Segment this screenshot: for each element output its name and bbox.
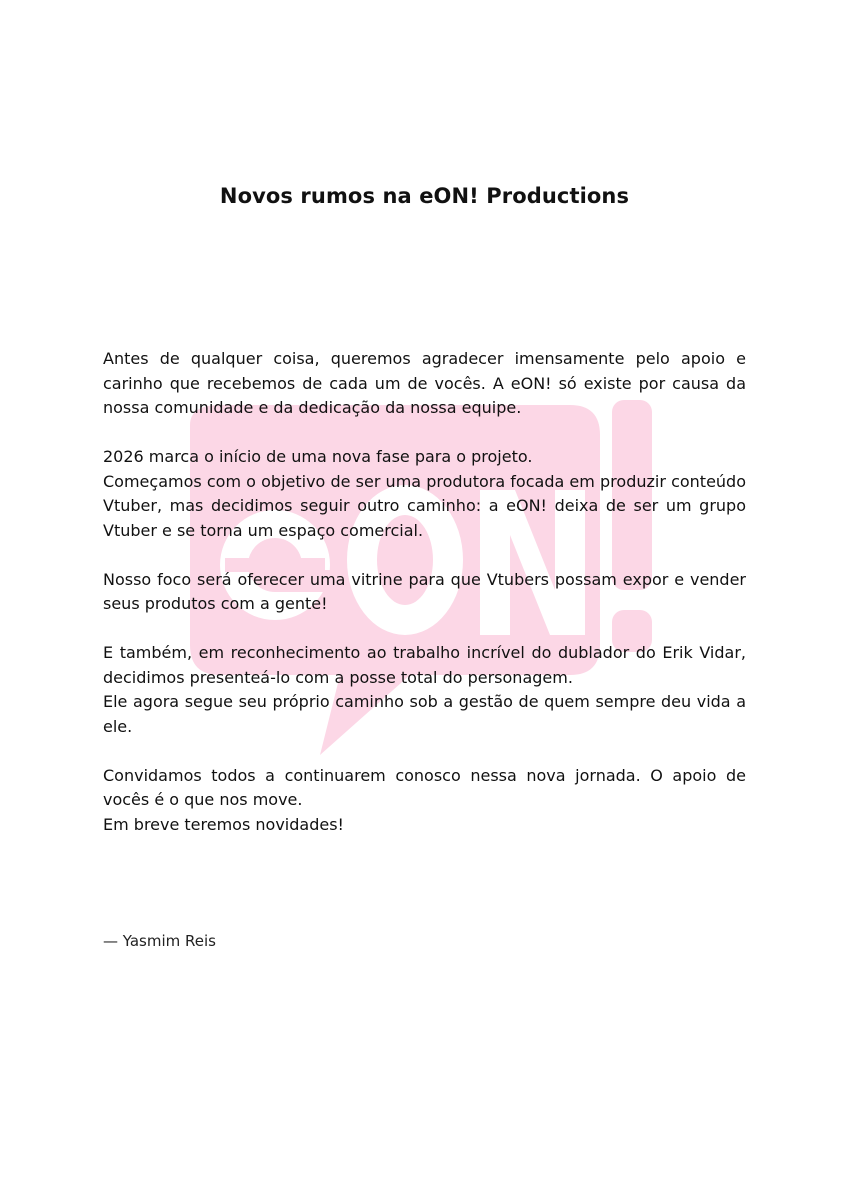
paragraph-line: 2026 marca o início de uma nova fase para o projeto. bbox=[103, 447, 533, 466]
paragraph-line: Em breve teremos novidades! bbox=[103, 814, 344, 834]
paragraph-gratitude bbox=[103, 347, 746, 421]
paragraph-new-phase bbox=[103, 445, 746, 543]
paragraph-line: Começamos com o objetivo de ser uma produtora focada em produzir conteúdo Vtuber, mas decidimos seguir outro caminho: a eON! deixa de ser um grupo Vtuber e se torna um espaço comercial. bbox=[103, 471, 746, 540]
document-title: Novos rumos na eON! Productions bbox=[219, 184, 630, 208]
paragraph-closing bbox=[103, 764, 746, 838]
paragraph-line: Convidamos todos a continuarem conosco nessa nova jornada. O apoio de vocês é o que nos move. bbox=[103, 765, 746, 809]
document-body bbox=[103, 347, 746, 862]
paragraph-line: E também, em reconhecimento ao trabalho incrível do dublador do Erik Vidar, decidimos presenteá-lo com a posse total do personagem. bbox=[103, 643, 746, 687]
signature: — Yasmim Reis bbox=[103, 932, 216, 950]
paragraph-line: Antes de qualquer coisa, queremos agradecer imensamente pelo apoio e carinho que recebemos de cada um de vocês. A eON! só existe por causa da nossa comunidade e da dedicação da nossa equipe. bbox=[103, 349, 746, 417]
paragraph-line: Nosso foco será oferecer uma vitrine para que Vtubers possam expor e vender seus produtos com a gente! bbox=[103, 569, 746, 613]
paragraph-focus bbox=[103, 568, 746, 617]
paragraph-erik-vidar bbox=[103, 641, 746, 739]
paragraph-line: Ele agora segue seu próprio caminho sob a gestão de quem sempre deu vida a ele. bbox=[103, 692, 746, 736]
